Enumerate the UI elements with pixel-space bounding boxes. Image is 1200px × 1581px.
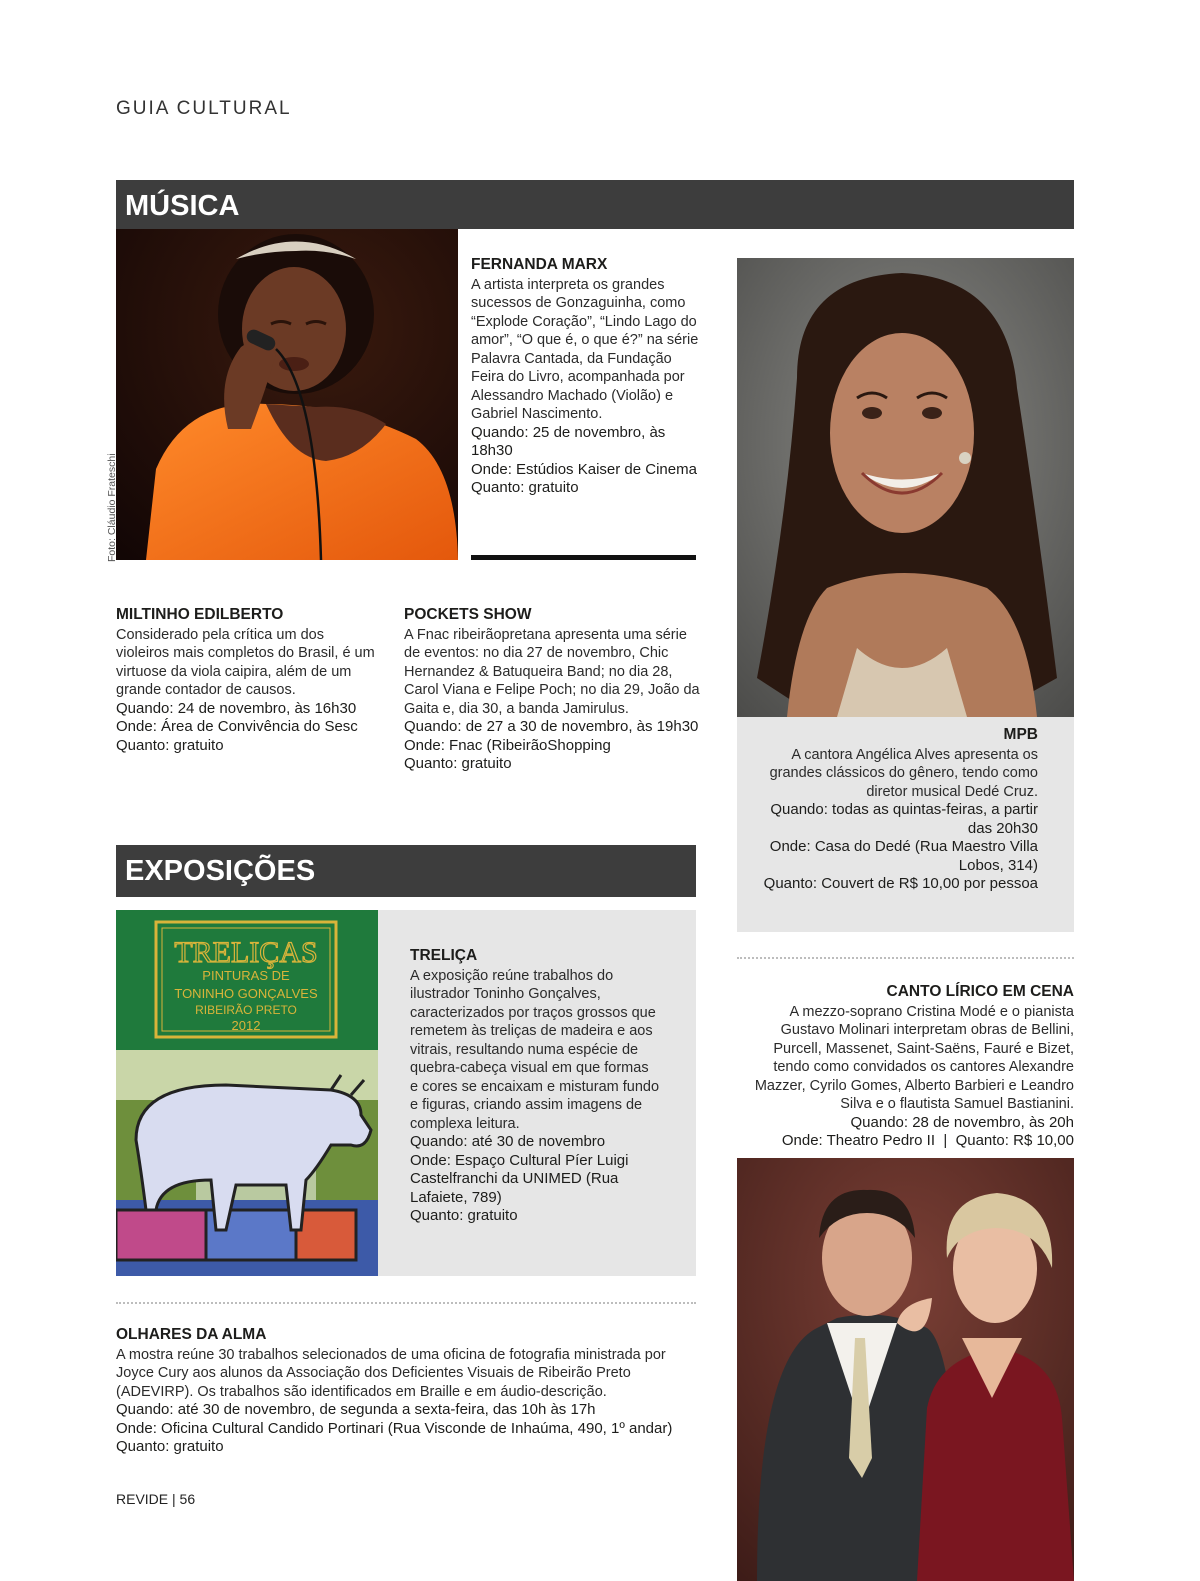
dotted-divider — [116, 1302, 696, 1304]
event-price: Quanto: gratuito — [471, 479, 579, 496]
event-when: Quando: 28 de novembro, às 20h — [850, 1113, 1074, 1131]
event-title: POCKETS SHOW — [404, 606, 532, 623]
event-description: A cantora Angélica Alves apresenta os grandes clássicos do gênero, tendo como diretor musical Dedé Cruz. — [769, 746, 1038, 800]
event-where: Onde: Oficina Cultural Candido Portinari (Rua Visconde de Inhaúma, 490, 1º andar) — [116, 1419, 673, 1437]
event-where-price: Onde: Theatro Pedro II | Quanto: R$ 10,00 — [781, 1132, 1074, 1149]
section-title-musica: MÚSICA — [125, 190, 240, 222]
divider-bar — [471, 555, 696, 560]
event-where: Onde: Área de Convivência do Sesc — [116, 718, 358, 735]
event-pockets-show — [404, 606, 700, 774]
angelica-alves-photo — [737, 258, 1074, 717]
poster-subtitle: PINTURAS DE — [202, 968, 290, 983]
event-title: TRELIÇA — [410, 947, 478, 964]
event-when: Quando: 25 de novembro, às 18h30 — [471, 423, 666, 459]
event-description: A mostra reúne 30 trabalhos selecionados de uma oficina de fotografia ministrada por Joyce Cury aos alunos da Associação dos Deficientes Visuais de Ribeirão Preto (ADEVIRP). Os trabalhos são identificados em Braille e em áudio-descrição. — [116, 1346, 666, 1400]
event-where: Onde: Espaço Cultural Píer Luigi Castelfranchi da UNIMED (Rua Lafaiete, 789) — [410, 1151, 629, 1206]
event-description: A artista interpreta os grandes sucessos de Gonzaguinha, como “Explode Coração”, “Lindo Lago do amor”, “O que é, o que é?” na série Palavra Cantada, da Fundação Feira do Livro, acompanhada por Alessandro Machado (Violão) e Gabriel Nascimento. — [471, 276, 699, 422]
poster-year: 2012 — [231, 1018, 261, 1033]
cristina-gustavo-photo — [737, 1158, 1074, 1581]
event-fernanda-marx — [471, 256, 699, 498]
page-section-title: GUIA CULTURAL — [116, 98, 292, 119]
event-title: MPB — [1003, 726, 1038, 743]
event-title: OLHARES DA ALMA — [116, 1326, 267, 1343]
event-when: Quando: até 30 de novembro, de segunda a sexta-feira, das 10h às 17h — [116, 1401, 596, 1418]
event-price: Quanto: gratuito — [116, 1438, 224, 1455]
event-description: A exposição reúne trabalhos do ilustrador Toninho Gonçalves, caracterizados por traços grossos que remetem às treliças de madeira e aos vitrais, resultando numa espécie de quebra-cabeça visual em que formas e cores se encaixam e misturam fundo e figuras, criando assim imagens de complexa leitura. — [410, 967, 660, 1132]
event-description: A Fnac ribeirãopretana apresenta uma série de eventos: no dia 27 de novembro, Chic Hernandez & Batuqueira Band; no dia 28, Carol Viana e Felipe Poch; no dia 29, João da Gaita e, dia 30, a banda Jamirulus. — [404, 626, 700, 717]
fernanda-marx-photo — [116, 229, 458, 560]
event-when: Quando: 24 de novembro, às 16h30 — [116, 699, 357, 717]
event-description: Considerado pela crítica um dos violeiros mais completos do Brasil, é um virtuose da viola caipira, além de um grande contador de causos. — [116, 626, 375, 698]
poster-city: RIBEIRÃO PRETO — [195, 1003, 297, 1017]
section-bar-exposicoes — [116, 845, 696, 897]
event-where: Onde: Casa do Dedé (Rua Maestro Villa Lobos, 314) — [769, 838, 1038, 874]
event-mpb — [762, 726, 1038, 894]
event-title: CANTO LÍRICO EM CENA — [886, 983, 1074, 1000]
event-when: Quando: todas as quintas-feiras, a partir das 20h30 — [770, 801, 1038, 837]
photo-credit: Foto: Cláudio Frateschi — [106, 453, 118, 562]
event-price: Quanto: gratuito — [410, 1207, 518, 1224]
event-title: MILTINHO EDILBERTO — [116, 606, 284, 623]
event-when: Quando: até 30 de novembro — [410, 1133, 606, 1150]
event-where: Onde: Estúdios Kaiser de Cinema — [471, 460, 697, 478]
event-olhares-da-alma — [116, 1326, 701, 1457]
event-where: Onde: Fnac (RibeirãoShopping — [404, 736, 611, 754]
event-title: FERNANDA MARX — [471, 256, 608, 273]
event-when: Quando: de 27 a 30 de novembro, às 19h30 — [404, 718, 699, 735]
event-price: Quanto: gratuito — [404, 755, 512, 772]
event-description: A mezzo-soprano Cristina Modé e o pianista Gustavo Molinari interpretam obras de Bellini, Purcell, Massenet, Saint-Saëns, Fauré e Bizet, tendo como convidados os cantores Alexandre Mazzer, Cyrilo Gomes, Alberto Barbieri e Leandro Silva e o flautista Samuel Bastianini. — [754, 1003, 1074, 1112]
poster-artist: TONINHO GONÇALVES — [174, 986, 318, 1001]
event-canto-lirico — [740, 983, 1074, 1151]
trelica-poster — [116, 910, 378, 1276]
event-trelica — [410, 947, 660, 1226]
section-title-exposicoes: EXPOSIÇÕES — [125, 855, 316, 887]
event-price: Quanto: gratuito — [116, 736, 224, 754]
poster-title: TRELIÇAS — [174, 936, 318, 969]
event-miltinho-edilberto — [116, 606, 376, 755]
dotted-divider — [737, 957, 1074, 959]
section-bar-musica — [116, 180, 1074, 229]
event-price: Quanto: Couvert de R$ 10,00 por pessoa — [763, 875, 1038, 892]
page-footer: REVIDE | 56 — [116, 1491, 196, 1507]
